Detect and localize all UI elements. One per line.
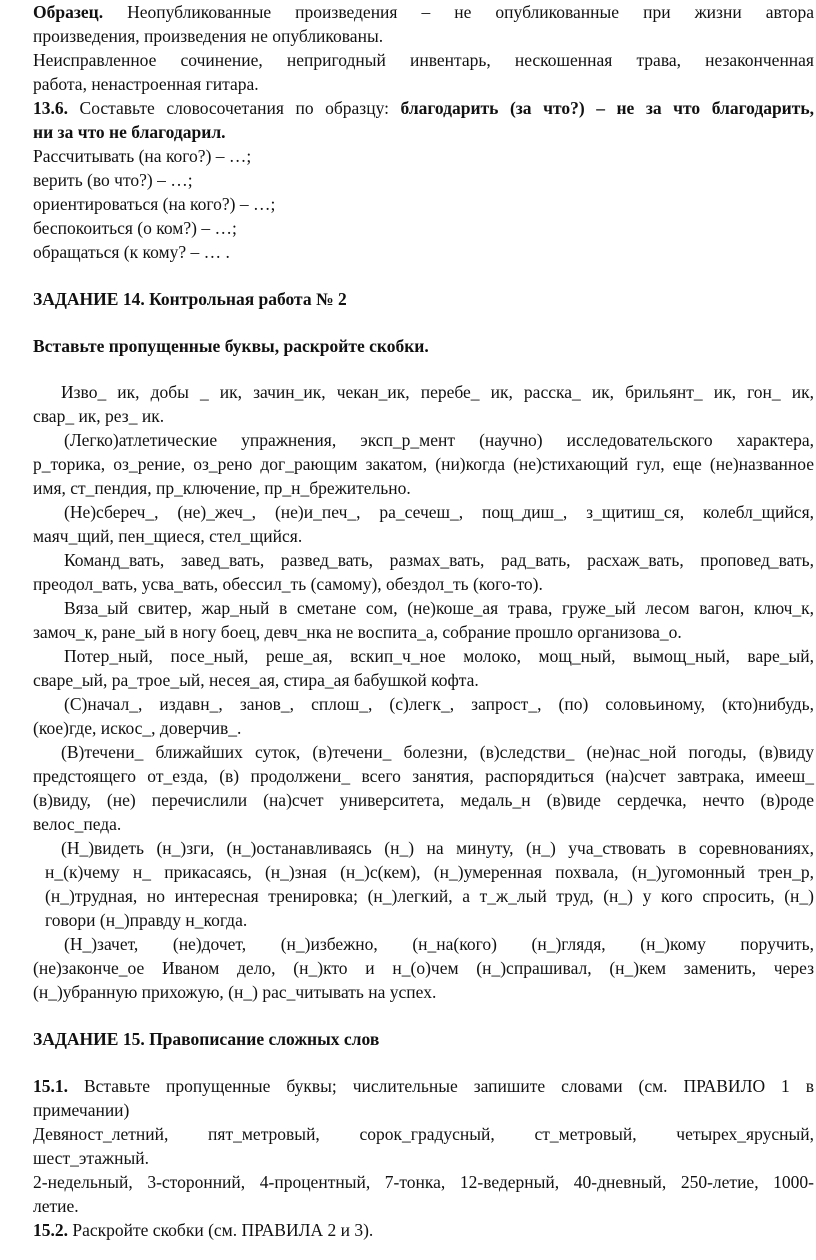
text-segment: 2-недельный, 3-сторонний, 4-процентный, 7-тонка, 12-ведерный, 40-дневный, 250-летие, 1000- <box>33 1172 814 1192</box>
text-line <box>64 428 814 452</box>
text-line <box>33 788 814 812</box>
text-segment: (н_)трудная, но интересная тренировка; (н_)легкий, а т_ж_лый труд, (н_) у кого спросить, (н_) <box>45 886 814 906</box>
text-segment: р_торика, оз_рение, оз_рено дог_рающим закатом, (ни)когда (не)стихающий гул, еще (не)названное <box>33 454 814 474</box>
text-segment: работа, ненастроенная гитара. <box>33 74 259 94</box>
text-segment: замоч_к, ране_ый в ногу боец, девч_нка не воспита_а, собрание прошло организова_о. <box>33 622 682 642</box>
text-line <box>33 24 814 48</box>
bold-text: 13.6. <box>33 98 68 118</box>
bold-text: ни за что не благодарил. <box>33 122 226 142</box>
text-segment: Потер_ный, посе_ный, реше_ая, вскип_ч_ное молоко, мощ_ный, вымощ_ный, варе_ый, <box>64 646 814 666</box>
text-segment: Вяза_ый свитер, жар_ный в сметане сом, (не)коше_ая трава, груже_ый лесом вагон, ключ_к, <box>64 598 814 618</box>
text-segment: верить (во что?) – …; <box>33 170 193 190</box>
text-segment: маяч_щий, пен_щиеся, стел_щийся. <box>33 526 303 546</box>
text-line <box>64 644 814 668</box>
text-segment: (Легко)атлетические упражнения, эксп_р_мент (научно) исследовательского характера, <box>64 430 814 450</box>
text-segment: обращаться (к кому? – … . <box>33 242 230 262</box>
text-line <box>61 836 814 860</box>
text-line <box>45 884 814 908</box>
text-line <box>33 0 814 24</box>
text-segment: произведения, произведения не опубликованы. <box>33 26 384 46</box>
text-line <box>33 1194 814 1218</box>
text-segment: (кое)где, искос_, доверчив_. <box>33 718 242 738</box>
text-line <box>64 692 814 716</box>
text-segment: Раскройте скобки (см. ПРАВИЛА 2 и 3). <box>68 1220 374 1240</box>
text-line <box>33 716 814 740</box>
text-segment: примечании) <box>33 1100 130 1120</box>
text-segment: Неопубликованные произведения – не опубликованные при жизни автора <box>103 2 814 22</box>
text-line <box>45 860 814 884</box>
text-segment: Рассчитывать (на кого?) – …; <box>33 146 252 166</box>
text-line <box>33 240 814 264</box>
text-segment: летие. <box>33 1196 79 1216</box>
text-line <box>33 334 814 358</box>
text-segment: Девяност_летний, пят_метровый, сорок_градусный, ст_метровый, четырех_ярусный, <box>33 1124 814 1144</box>
text-line <box>33 764 814 788</box>
bold-text: Образец. <box>33 2 104 22</box>
bold-text: 15.2. <box>33 1220 68 1240</box>
text-line <box>33 48 814 72</box>
text-segment: (Не)сбереч_, (не)_жеч_, (не)и_печ_, ра_сечеш_, пощ_диш_, з_щитиш_ся, колебл_щийся, <box>64 502 814 522</box>
text-line <box>33 1122 814 1146</box>
text-segment: (н_)убранную прихожую, (н_) рас_читывать на успех. <box>33 982 437 1002</box>
text-line <box>64 548 814 572</box>
text-segment: говори (н_)правду н_когда. <box>45 910 248 930</box>
text-segment: шест_этажный. <box>33 1148 149 1168</box>
text-line <box>33 1074 814 1098</box>
text-line <box>33 404 814 428</box>
text-line <box>33 524 814 548</box>
text-segment: Изво_ ик, добы _ ик, зачин_ик, чекан_ик, перебе_ ик, расска_ ик, брильянт_ ик, гон_ ик, <box>61 382 814 402</box>
text-line <box>33 192 814 216</box>
text-line <box>33 168 814 192</box>
text-segment: свар_ ик, рез_ ик. <box>33 406 165 426</box>
text-segment: Неисправленное сочинение, непригодный инвентарь, нескошенная трава, незаконченная <box>33 50 814 70</box>
text-line <box>33 812 814 836</box>
text-segment: (не)законче_ое Иваном дело, (н_)кто и н_(о)чем (н_)спрашивал, (н_)кем заменить, через <box>33 958 814 978</box>
text-line <box>33 72 814 96</box>
text-line <box>45 908 814 932</box>
text-segment: н_(к)чему н_ прикасаясь, (н_)зная (н_)с(кем), (н_)умеренная похвала, (н_)угомонный трен_р, <box>45 862 814 882</box>
text-segment: беспокоиться (о ком?) – …; <box>33 218 237 238</box>
text-segment: сваре_ый, ра_трое_ый, несея_ая, стира_ая бабушкой кофта. <box>33 670 479 690</box>
text-line <box>33 1027 814 1051</box>
text-segment: имя, ст_пендия, пр_ключение, пр_н_брежительно. <box>33 478 411 498</box>
text-segment: предстоящего от_езда, (в) продолжени_ всего занятия, распорядиться (на)счет завтрака, имееш_ <box>33 766 814 786</box>
text-line <box>33 572 814 596</box>
text-line <box>33 980 814 1004</box>
bold-text: ЗАДАНИЕ 15. Правописание сложных слов <box>33 1029 380 1049</box>
text-segment: ориентироваться (на кого?) – …; <box>33 194 276 214</box>
text-line <box>64 500 814 524</box>
text-line <box>33 956 814 980</box>
text-line <box>33 668 814 692</box>
text-line <box>33 287 814 311</box>
bold-text: Вставьте пропущенные буквы, раскройте скобки. <box>33 336 429 356</box>
text-line <box>33 144 814 168</box>
text-line <box>33 216 814 240</box>
text-line <box>33 1098 814 1122</box>
text-line <box>33 452 814 476</box>
text-line <box>33 1146 814 1170</box>
text-line <box>33 96 814 120</box>
text-line <box>33 620 814 644</box>
text-segment: Команд_вать, завед_вать, развед_вать, размах_вать, рад_вать, расхаж_вать, проповед_вать, <box>64 550 814 570</box>
text-line <box>64 932 814 956</box>
text-line <box>33 1218 814 1242</box>
text-segment: велос_педа. <box>33 814 122 834</box>
text-line <box>33 476 814 500</box>
bold-text: ЗАДАНИЕ 14. Контрольная работа № 2 <box>33 289 347 309</box>
text-segment: Вставьте пропущенные буквы; числительные запишите словами (см. ПРАВИЛО 1 в <box>68 1076 814 1096</box>
text-line <box>61 380 814 404</box>
bold-text: 15.1. <box>33 1076 68 1096</box>
text-segment: (в)виду, (не) перечислили (на)счет университета, медаль_н (в)виде сердечка, нечто (в)роде <box>33 790 814 810</box>
text-line <box>33 120 814 144</box>
text-segment: (Н_)зачет, (не)дочет, (н_)избежно, (н_на(кого) (н_)глядя, (н_)кому поручить, <box>64 934 814 954</box>
bold-text: благодарить (за что?) – не за что благодарить, <box>400 98 814 118</box>
text-segment: (С)начал_, издавн_, занов_, сплош_, (с)легк_, запрост_, (по) соловьиному, (кто)нибудь, <box>64 694 814 714</box>
text-segment: (Н_)видеть (н_)зги, (н_)останавливаясь (н_) на минуту, (н_) уча_ствовать в соревнованиях, <box>61 838 814 858</box>
text-line <box>33 1170 814 1194</box>
text-segment: преодол_вать, усва_вать, обессил_ть (самому), обездол_ть (кого-то). <box>33 574 543 594</box>
text-line <box>61 740 814 764</box>
text-segment: (В)течени_ ближайших суток, (в)течени_ болезни, (в)следстви_ (не)нас_ной погоды, (в)виду <box>61 742 814 762</box>
text-segment: Составьте словосочетания по образцу: <box>68 98 401 118</box>
text-line <box>64 596 814 620</box>
